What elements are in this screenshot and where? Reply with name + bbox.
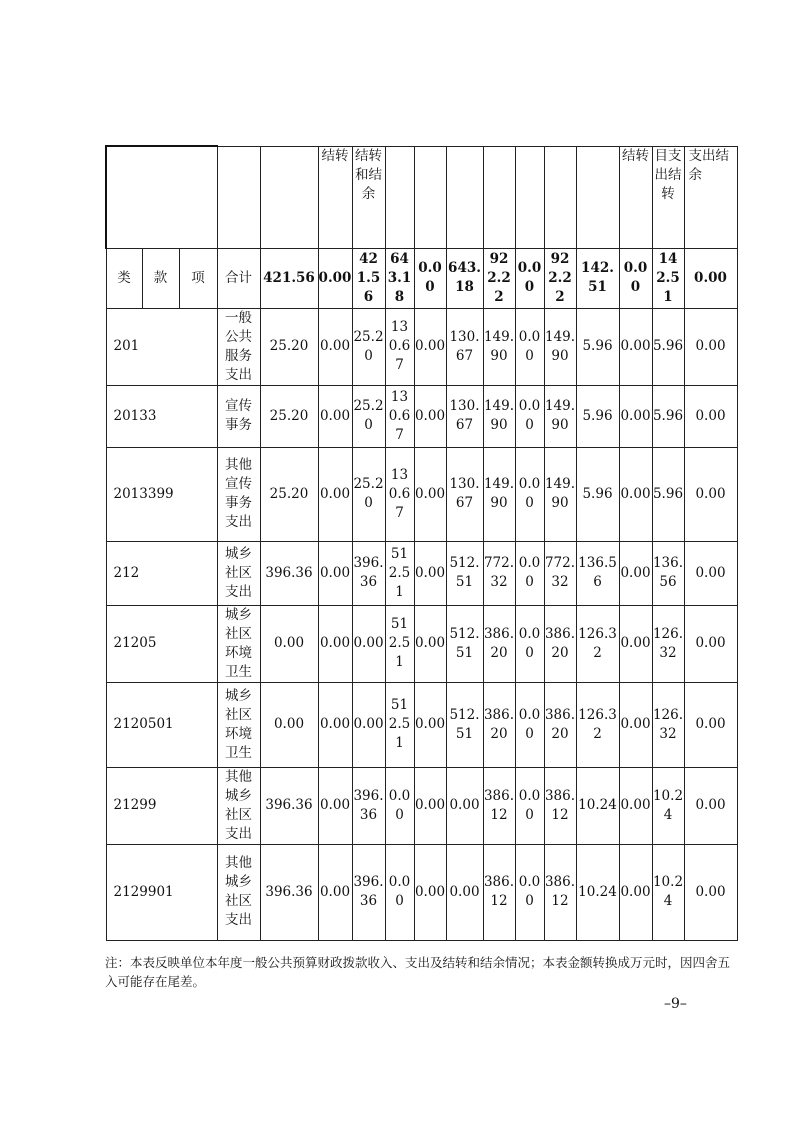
row-value: 0.00 bbox=[318, 385, 352, 447]
row-value: 0.00 bbox=[385, 844, 414, 940]
row-value: 25.20 bbox=[260, 447, 318, 541]
row-value: 386.12 bbox=[544, 767, 576, 844]
row-value: 0.00 bbox=[414, 844, 446, 940]
total-value: 142.51 bbox=[576, 248, 619, 308]
row-value: 0.00 bbox=[414, 308, 446, 385]
row-value: 396.36 bbox=[260, 541, 318, 605]
row-value: 0.00 bbox=[414, 767, 446, 844]
row-name: 宣传事务 bbox=[217, 385, 260, 447]
row-value: 130.67 bbox=[385, 447, 414, 541]
row-value: 386.12 bbox=[483, 844, 515, 940]
row-name: 城乡社区支出 bbox=[217, 541, 260, 605]
page-number: –9– bbox=[664, 996, 687, 1012]
row-value: 10.24 bbox=[576, 767, 619, 844]
row-value: 0.00 bbox=[684, 682, 737, 767]
row-value: 149.90 bbox=[544, 447, 576, 541]
row-value: 0.00 bbox=[318, 767, 352, 844]
row-value: 5.96 bbox=[652, 385, 684, 447]
row-name: 其他城乡社区支出 bbox=[217, 844, 260, 940]
row-value: 0.00 bbox=[515, 541, 544, 605]
header-row bbox=[106, 146, 737, 248]
row-code: 201 bbox=[106, 308, 217, 385]
row-value: 5.96 bbox=[652, 308, 684, 385]
xiang-label: 项 bbox=[179, 248, 217, 308]
row-value: 0.00 bbox=[515, 308, 544, 385]
row-value: 0.00 bbox=[619, 767, 652, 844]
row-value: 0.00 bbox=[684, 447, 737, 541]
total-row bbox=[106, 248, 737, 308]
row-value: 5.96 bbox=[652, 447, 684, 541]
row-value: 5.96 bbox=[576, 385, 619, 447]
header-carry-and-surplus: 结转和结余 bbox=[352, 146, 385, 248]
row-value: 0.00 bbox=[515, 605, 544, 682]
lei-label: 类 bbox=[106, 248, 142, 308]
row-value: 126.32 bbox=[576, 605, 619, 682]
row-name: 城乡社区环境卫生 bbox=[217, 682, 260, 767]
row-value: 0.00 bbox=[414, 447, 446, 541]
table-row bbox=[106, 308, 737, 385]
row-value: 25.20 bbox=[352, 385, 385, 447]
header-blank-cell bbox=[576, 146, 619, 248]
row-value: 0.00 bbox=[619, 385, 652, 447]
row-value: 512.51 bbox=[446, 605, 483, 682]
row-value: 10.24 bbox=[652, 767, 684, 844]
total-label: 合计 bbox=[217, 248, 260, 308]
kuan-label: 款 bbox=[142, 248, 179, 308]
row-name: 其他城乡社区支出 bbox=[217, 767, 260, 844]
row-value: 0.00 bbox=[515, 767, 544, 844]
header-carry-2: 结转 bbox=[619, 146, 652, 248]
row-code: 2120501 bbox=[106, 682, 217, 767]
header-blank-cell bbox=[106, 146, 217, 248]
header-blank-cell bbox=[515, 146, 544, 248]
row-value: 126.32 bbox=[652, 605, 684, 682]
table-row bbox=[106, 541, 737, 605]
header-blank-cell bbox=[385, 146, 414, 248]
row-code: 2129901 bbox=[106, 844, 217, 940]
row-value: 25.20 bbox=[352, 447, 385, 541]
row-value: 136.56 bbox=[576, 541, 619, 605]
row-code: 20133 bbox=[106, 385, 217, 447]
row-value: 136.56 bbox=[652, 541, 684, 605]
row-value: 10.24 bbox=[576, 844, 619, 940]
row-value: 772.32 bbox=[483, 541, 515, 605]
row-value: 386.12 bbox=[483, 767, 515, 844]
row-value: 25.20 bbox=[352, 308, 385, 385]
table-row bbox=[106, 844, 737, 940]
table-row bbox=[106, 447, 737, 541]
total-value: 0.00 bbox=[318, 248, 352, 308]
row-value: 149.90 bbox=[483, 308, 515, 385]
total-value: 142.51 bbox=[652, 248, 684, 308]
row-value: 126.32 bbox=[576, 682, 619, 767]
row-name: 其他宣传事务支出 bbox=[217, 447, 260, 541]
row-value: 0.00 bbox=[260, 682, 318, 767]
row-value: 386.20 bbox=[483, 682, 515, 767]
row-value: 386.20 bbox=[483, 605, 515, 682]
total-value: 421.56 bbox=[352, 248, 385, 308]
header-item-carry: 目支出结转 bbox=[652, 146, 684, 248]
row-value: 386.20 bbox=[544, 605, 576, 682]
row-value: 130.67 bbox=[385, 308, 414, 385]
row-value: 386.12 bbox=[544, 844, 576, 940]
row-value: 396.36 bbox=[352, 767, 385, 844]
fiscal-appropriation-table bbox=[105, 145, 738, 941]
row-code: 2013399 bbox=[106, 447, 217, 541]
row-value: 0.00 bbox=[515, 682, 544, 767]
row-value: 396.36 bbox=[260, 767, 318, 844]
row-value: 149.90 bbox=[544, 385, 576, 447]
row-code: 21205 bbox=[106, 605, 217, 682]
row-value: 149.90 bbox=[483, 385, 515, 447]
total-value: 643.18 bbox=[385, 248, 414, 308]
row-value: 0.00 bbox=[684, 844, 737, 940]
row-value: 386.20 bbox=[544, 682, 576, 767]
row-value: 0.00 bbox=[352, 605, 385, 682]
row-value: 149.90 bbox=[483, 447, 515, 541]
row-value: 0.00 bbox=[446, 844, 483, 940]
row-value: 0.00 bbox=[619, 605, 652, 682]
row-value: 0.00 bbox=[318, 605, 352, 682]
row-name: 城乡社区环境卫生 bbox=[217, 605, 260, 682]
total-value: 0.00 bbox=[619, 248, 652, 308]
header-expense-surplus: 支出结余 bbox=[684, 146, 737, 248]
row-value: 0.00 bbox=[619, 682, 652, 767]
header-blank-cell bbox=[260, 146, 318, 248]
row-value: 0.00 bbox=[318, 682, 352, 767]
row-value: 396.36 bbox=[260, 844, 318, 940]
row-value: 0.00 bbox=[619, 844, 652, 940]
total-value: 421.56 bbox=[260, 248, 318, 308]
header-blank-cell bbox=[483, 146, 515, 248]
total-value: 922.22 bbox=[544, 248, 576, 308]
row-value: 512.51 bbox=[446, 682, 483, 767]
row-value: 0.00 bbox=[318, 844, 352, 940]
table-row bbox=[106, 385, 737, 447]
total-value: 922.22 bbox=[483, 248, 515, 308]
row-value: 126.32 bbox=[652, 682, 684, 767]
header-blank-cell bbox=[446, 146, 483, 248]
total-value: 643.18 bbox=[446, 248, 483, 308]
table-footnote: 注：本表反映单位本年度一般公共预算财政拨款收入、支出及结转和结余情况；本表金额转换成万元时，因四舍五入可能存在尾差。 bbox=[105, 955, 731, 989]
row-value: 0.00 bbox=[414, 605, 446, 682]
row-value: 0.00 bbox=[684, 541, 737, 605]
row-value: 0.00 bbox=[414, 385, 446, 447]
row-value: 396.36 bbox=[352, 541, 385, 605]
row-value: 5.96 bbox=[576, 308, 619, 385]
row-value: 0.00 bbox=[684, 385, 737, 447]
total-value: 0.00 bbox=[414, 248, 446, 308]
row-value: 512.51 bbox=[385, 682, 414, 767]
row-value: 0.00 bbox=[619, 541, 652, 605]
row-code: 21299 bbox=[106, 767, 217, 844]
row-value: 512.51 bbox=[446, 541, 483, 605]
row-value: 512.51 bbox=[385, 605, 414, 682]
row-value: 512.51 bbox=[385, 541, 414, 605]
row-value: 10.24 bbox=[652, 844, 684, 940]
row-value: 0.00 bbox=[515, 385, 544, 447]
header-blank-cell bbox=[414, 146, 446, 248]
row-value: 0.00 bbox=[385, 767, 414, 844]
row-name: 一般公共服务支出 bbox=[217, 308, 260, 385]
row-value: 0.00 bbox=[318, 308, 352, 385]
row-value: 0.00 bbox=[318, 541, 352, 605]
row-value: 0.00 bbox=[414, 541, 446, 605]
row-value: 0.00 bbox=[515, 447, 544, 541]
row-value: 0.00 bbox=[260, 605, 318, 682]
row-value: 130.67 bbox=[446, 308, 483, 385]
row-value: 396.36 bbox=[352, 844, 385, 940]
table-row bbox=[106, 767, 737, 844]
row-code: 212 bbox=[106, 541, 217, 605]
row-value: 5.96 bbox=[576, 447, 619, 541]
total-value: 0.00 bbox=[515, 248, 544, 308]
row-value: 0.00 bbox=[515, 844, 544, 940]
row-value: 0.00 bbox=[684, 767, 737, 844]
row-value: 0.00 bbox=[684, 308, 737, 385]
row-value: 130.67 bbox=[446, 385, 483, 447]
row-value: 130.67 bbox=[446, 447, 483, 541]
total-value: 0.00 bbox=[684, 248, 737, 308]
row-value: 0.00 bbox=[446, 767, 483, 844]
row-value: 0.00 bbox=[684, 605, 737, 682]
header-carry: 结转 bbox=[318, 146, 352, 248]
table-row bbox=[106, 605, 737, 682]
row-value: 130.67 bbox=[385, 385, 414, 447]
row-value: 25.20 bbox=[260, 385, 318, 447]
row-value: 0.00 bbox=[414, 682, 446, 767]
row-value: 0.00 bbox=[318, 447, 352, 541]
row-value: 0.00 bbox=[619, 447, 652, 541]
header-blank-cell bbox=[217, 146, 260, 248]
table-row bbox=[106, 682, 737, 767]
row-value: 0.00 bbox=[619, 308, 652, 385]
row-value: 149.90 bbox=[544, 308, 576, 385]
row-value: 25.20 bbox=[260, 308, 318, 385]
row-value: 0.00 bbox=[352, 682, 385, 767]
header-blank-cell bbox=[544, 146, 576, 248]
row-value: 772.32 bbox=[544, 541, 576, 605]
